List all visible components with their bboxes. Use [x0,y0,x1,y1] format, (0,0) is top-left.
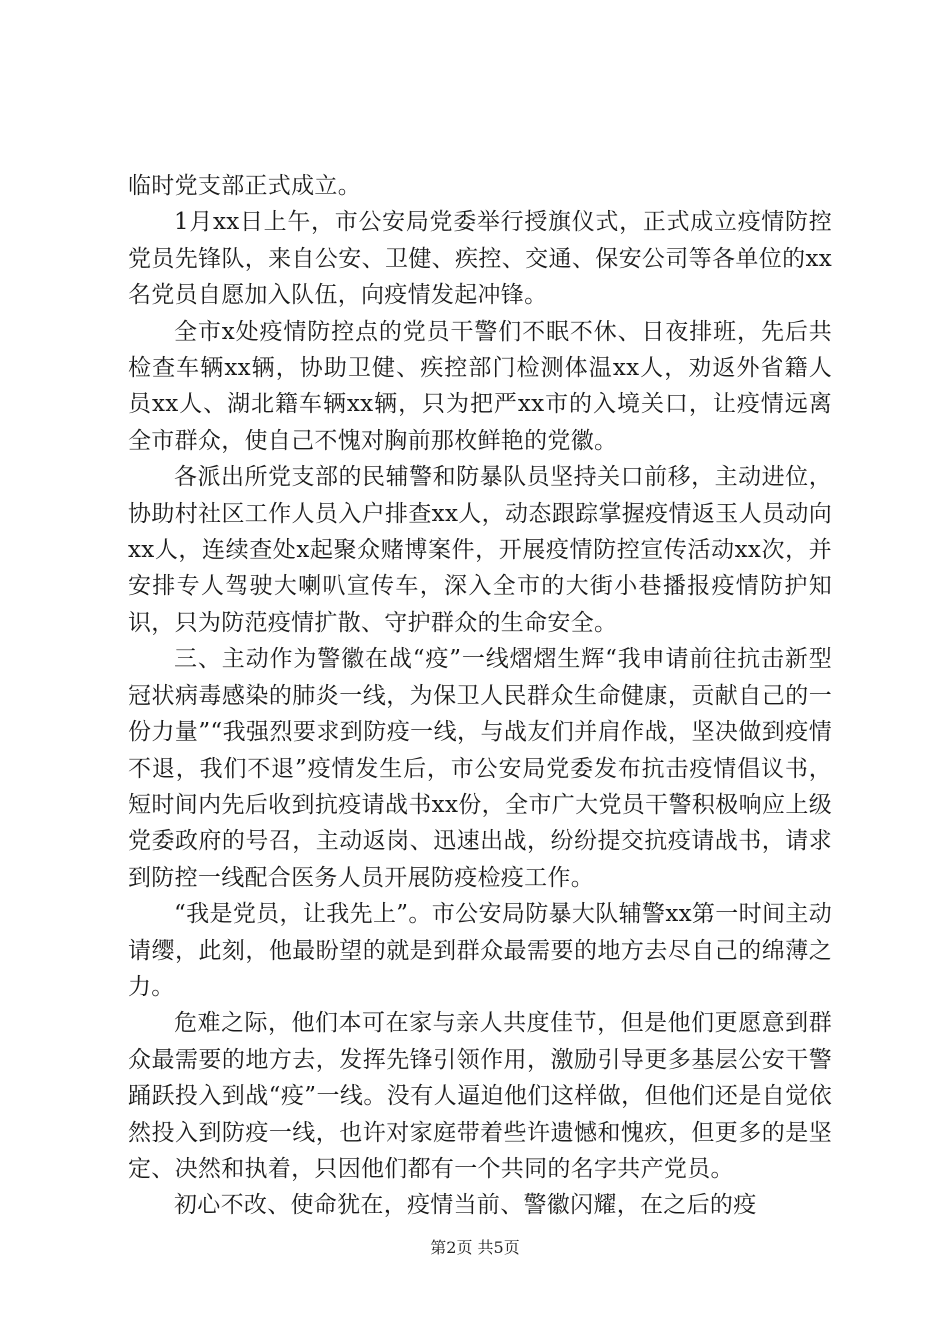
paragraph: 三、主动作为警徽在战“疫”一线熠熠生辉“我申请前往抗击新型冠状病毒感染的肺炎一线，为保卫人民群众生命健康，贡献自己的一份力量”“我强烈要求到防疫一线，与战友们并肩作战，坚决做到疫情不退，我们不退”疫情发生后，市公安局党委发布抗击疫情倡议书，短时间内先后收到抗疫请战书xx份，全市广大党员干警积极响应上级党委政府的号召，主动返岗、迅速出战，纷纷提交抗疫请战书，请求到防控一线配合医务人员开展防疫检疫工作。 [128,646,832,891]
paragraph-continuation: 临时党支部正式成立。 [128,173,361,199]
paragraph: “我是党员，让我先上”。市公安局防暴大队辅警xx第一时间主动请缨，此刻，他最盼望的就是到群众最需要的地方去尽自己的绵薄之力。 [128,901,832,1000]
document-body [128,168,832,1224]
page-number-footer: 第2页 共5页 [430,1238,520,1257]
paragraph: 各派出所党支部的民辅警和防暴队员坚持关口前移，主动进位，协助村社区工作人员入户排查xx人，动态跟踪掌握疫情返玉人员动向xx人，连续查处x起聚众赌博案件，开展疫情防控宣传活动xx次，并安排专人驾驶大喇叭宣传车，深入全市的大街小巷播报疫情防护知识，只为防范疫情扩散、守护群众的生命安全。 [128,464,832,636]
paragraph: 1月xx日上午，市公安局党委举行授旗仪式，正式成立疫情防控党员先锋队，来自公安、卫健、疾控、交通、保安公司等各单位的xx名党员自愿加入队伍，向疫情发起冲锋。 [128,209,832,309]
paragraph: 全市x处疫情防控点的党员干警们不眠不休、日夜排班，先后共检查车辆xx辆，协助卫健、疾控部门检测体温xx人，劝返外省籍人员xx人、湖北籍车辆xx辆，只为把严xx市的入境关口，让疫情远离全市群众，使自己不愧对胸前那枚鲜艳的党徽。 [128,318,832,454]
paragraph: 初心不改、使命犹在，疫情当前、警徽闪耀，在之后的疫 [174,1192,757,1219]
paragraph: 危难之际，他们本可在家与亲人共度佳节，但是他们更愿意到群众最需要的地方去，发挥先锋引领作用，激励引导更多基层公安干警踊跃投入到战“疫”一线。没有人逼迫他们这样做，但他们还是自觉依然投入到防疫一线，也许对家庭带着些许遗憾和愧疚，但更多的是坚定、决然和执着，只因他们都有一个共同的名字共产党员。 [128,1010,832,1182]
